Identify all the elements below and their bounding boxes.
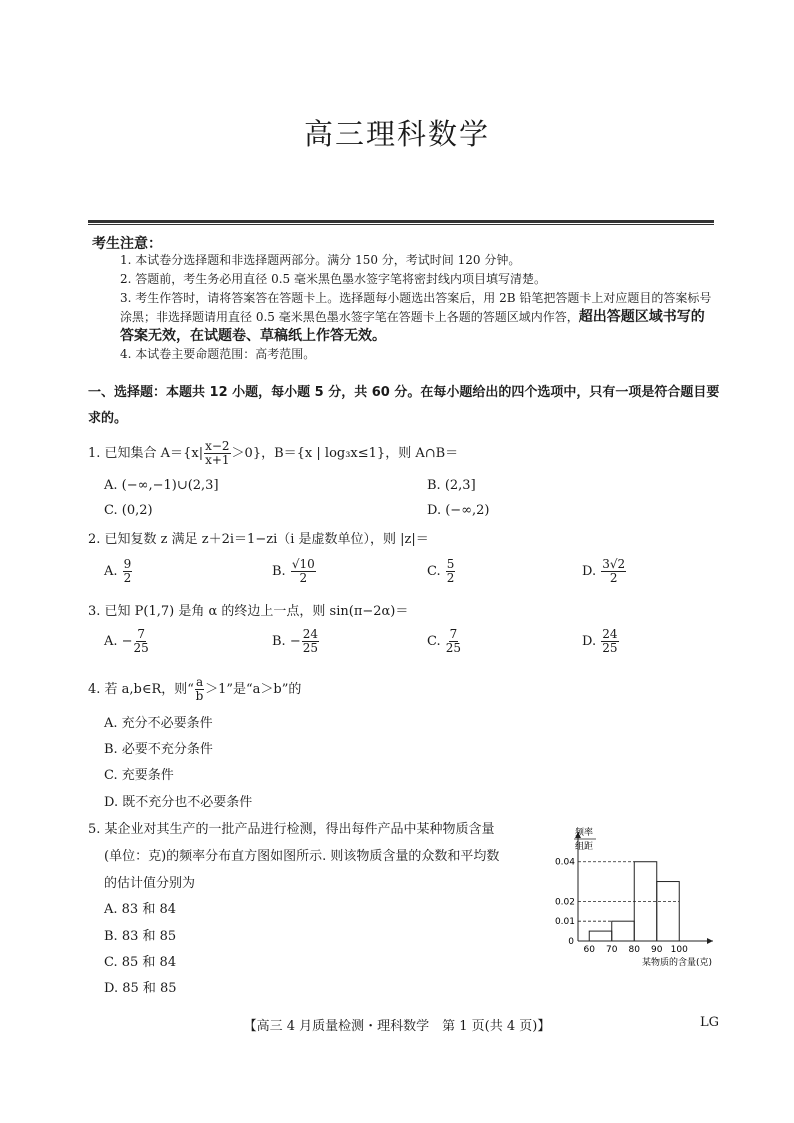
numerator: 3√2 bbox=[602, 557, 626, 571]
notice-item: 1. 本试卷分选择题和非选择题两部分。满分 150 分，考试时间 120 分钟。 bbox=[120, 253, 521, 267]
fraction bbox=[291, 558, 316, 585]
corner-code: LG bbox=[700, 1015, 720, 1030]
q2-option-a bbox=[104, 558, 133, 585]
q3-option-b bbox=[272, 628, 320, 655]
denominator: 2 bbox=[609, 571, 618, 585]
numerator: 9 bbox=[123, 557, 132, 571]
question-2: 2. 已知复数 z 满足 z＋2i＝1−zi（i 是虚数单位），则 |z|＝ bbox=[88, 532, 429, 547]
q2-option-b bbox=[272, 558, 317, 585]
option-letter: A. bbox=[104, 564, 118, 579]
notice-item: 4. 本试卷主要命题范围：高考范围。 bbox=[120, 347, 316, 361]
histogram-bar bbox=[612, 921, 635, 941]
numerator: √10 bbox=[291, 557, 315, 571]
q4-option-d: D. 既不充分也不必要条件 bbox=[104, 795, 253, 810]
fraction bbox=[302, 628, 319, 655]
numerator: 7 bbox=[137, 627, 145, 641]
option-letter: A. − bbox=[104, 634, 133, 649]
y-label-top: 频率 bbox=[575, 828, 594, 838]
denominator: 2 bbox=[299, 571, 308, 585]
denominator: 2 bbox=[446, 571, 455, 585]
q1-fraction bbox=[204, 440, 230, 467]
q5-option-d: D. 85 和 85 bbox=[104, 981, 177, 996]
q1-var: x bbox=[191, 446, 199, 461]
q4-stem: 4. 若 a,b∈R，则“ bbox=[88, 682, 194, 697]
page-footer: 【高三 4 月质量检测・理科数学 第 1 页(共 4 页)】 bbox=[243, 1019, 551, 1034]
y-tick-label: 0.02 bbox=[554, 897, 575, 908]
notice-item-text: 3. 考生作答时，请将答案答在答题卡上。选择题每小题选出答案后，用 2B 铅笔把答题卡上对应题目的答案标号涂黑；非选择题请用直径 0.5 毫米黑色墨水签字笔在答题卡上各题的答题区域内作答， bbox=[120, 291, 712, 324]
question-5-line: 的估计值分别为 bbox=[104, 876, 196, 891]
option-letter: C. bbox=[427, 564, 441, 579]
option-letter: C. bbox=[427, 634, 441, 649]
y-tick-label: 0.01 bbox=[554, 917, 575, 928]
numerator: 7 bbox=[449, 627, 458, 641]
q3-option-a bbox=[104, 628, 150, 655]
fraction bbox=[601, 628, 618, 655]
numerator: 24 bbox=[602, 627, 618, 641]
notice-item: 2. 答题前，考生务必用直径 0.5 毫米黑色墨水签字笔将密封线内项目填写清楚。 bbox=[120, 272, 546, 286]
origin-label: 0 bbox=[568, 937, 574, 947]
q5-option-c: C. 85 和 84 bbox=[104, 955, 177, 970]
q1-stem: 1. 已知集合 A＝ bbox=[88, 446, 184, 461]
q4-stem-b: ＞1”是“a＞b”的 bbox=[205, 682, 302, 697]
fraction bbox=[446, 628, 461, 655]
x-axis-label: 某物质的含量(克) bbox=[641, 958, 712, 968]
q1-option-c: C. (0,2) bbox=[104, 503, 153, 518]
histogram-bar bbox=[589, 931, 612, 941]
y-label-bottom: 组距 bbox=[575, 842, 594, 852]
numerator: a bbox=[195, 675, 204, 689]
fraction bbox=[446, 558, 456, 585]
section-heading: 一、选择题：本题共 12 小题，每小题 5 分，共 60 分。在每小题给出的四个选项中，只有一项是符合题目要求的。 bbox=[88, 385, 720, 426]
question-5-line: (单位：克)的频率分布直方图如图所示. 则该物质含量的众数和平均数 bbox=[104, 849, 500, 864]
notice-heading: 考生注意： bbox=[92, 236, 162, 252]
x-tick-label: 100 bbox=[670, 945, 688, 955]
x-tick-label: 80 bbox=[628, 945, 640, 955]
fraction bbox=[601, 558, 626, 585]
y-tick-label: 0.04 bbox=[554, 857, 575, 868]
notice-item bbox=[120, 289, 716, 346]
denominator: 2 bbox=[123, 571, 132, 585]
option-letter: D. bbox=[582, 564, 597, 579]
fraction bbox=[123, 558, 133, 585]
histogram-bar bbox=[657, 882, 680, 941]
q5-option-b: B. 83 和 85 bbox=[104, 929, 177, 944]
q1-option-d: D. (−∞,2) bbox=[427, 503, 490, 518]
q1-option-a: A. (−∞,−1)∪(2,3] bbox=[104, 478, 219, 493]
option-letter: B. − bbox=[272, 634, 301, 649]
question-5-line: 5. 某企业对其生产的一批产品进行检测，得出每件产品中某种物质含量 bbox=[88, 822, 495, 837]
page-title: 高三理科数学 bbox=[303, 117, 490, 151]
q1-num: x−2 bbox=[205, 439, 230, 453]
q5-option-a: A. 83 和 84 bbox=[104, 902, 177, 917]
x-tick-label: 90 bbox=[651, 945, 663, 955]
option-letter: B. bbox=[272, 564, 286, 579]
q1-option-b: B. (2,3] bbox=[427, 478, 476, 493]
x-tick-label: 70 bbox=[606, 945, 618, 955]
numerator: 5 bbox=[446, 557, 455, 571]
q4-option-c: C. 充要条件 bbox=[104, 768, 174, 783]
q1-stem-b: ，B＝{x | log₃x≤1}，则 A∩B＝ bbox=[261, 446, 459, 461]
q4-fraction bbox=[195, 676, 204, 703]
frequency-histogram bbox=[548, 824, 723, 974]
option-letter: D. bbox=[582, 634, 597, 649]
q3-option-c bbox=[427, 628, 462, 655]
denominator: 25 bbox=[133, 641, 149, 655]
fraction bbox=[134, 628, 149, 655]
notice-warning: 超出答题区域书写的答案无效，在试题卷、草稿纸上作答无效。 bbox=[120, 309, 705, 344]
q2-option-d bbox=[582, 558, 627, 585]
denominator: 25 bbox=[302, 641, 318, 655]
header-rule bbox=[88, 220, 714, 225]
q1-den: x+1 bbox=[205, 453, 230, 467]
question-3: 3. 已知 P(1,7) 是角 α 的终边上一点，则 sin(π−2α)＝ bbox=[88, 604, 409, 619]
denominator: 25 bbox=[602, 641, 618, 655]
q4-option-b: B. 必要不充分条件 bbox=[104, 742, 213, 757]
x-axis-arrow bbox=[707, 938, 713, 944]
q1-cond: ＞0 bbox=[231, 446, 253, 461]
question-1: 1. 已知集合 A＝{x| $\frac{x-2}{x+1}$ ＞0}，B＝{x | log₃x≤1}，则 A∩B＝ bbox=[88, 439, 459, 467]
q3-option-d bbox=[582, 628, 620, 655]
question-4 bbox=[88, 676, 301, 703]
denominator: b bbox=[195, 689, 204, 703]
q4-option-a: A. 充分不必要条件 bbox=[104, 716, 213, 731]
numerator: 24 bbox=[302, 627, 318, 641]
x-tick-label: 60 bbox=[583, 945, 595, 955]
denominator: 25 bbox=[445, 641, 462, 655]
q2-option-c bbox=[427, 558, 456, 585]
